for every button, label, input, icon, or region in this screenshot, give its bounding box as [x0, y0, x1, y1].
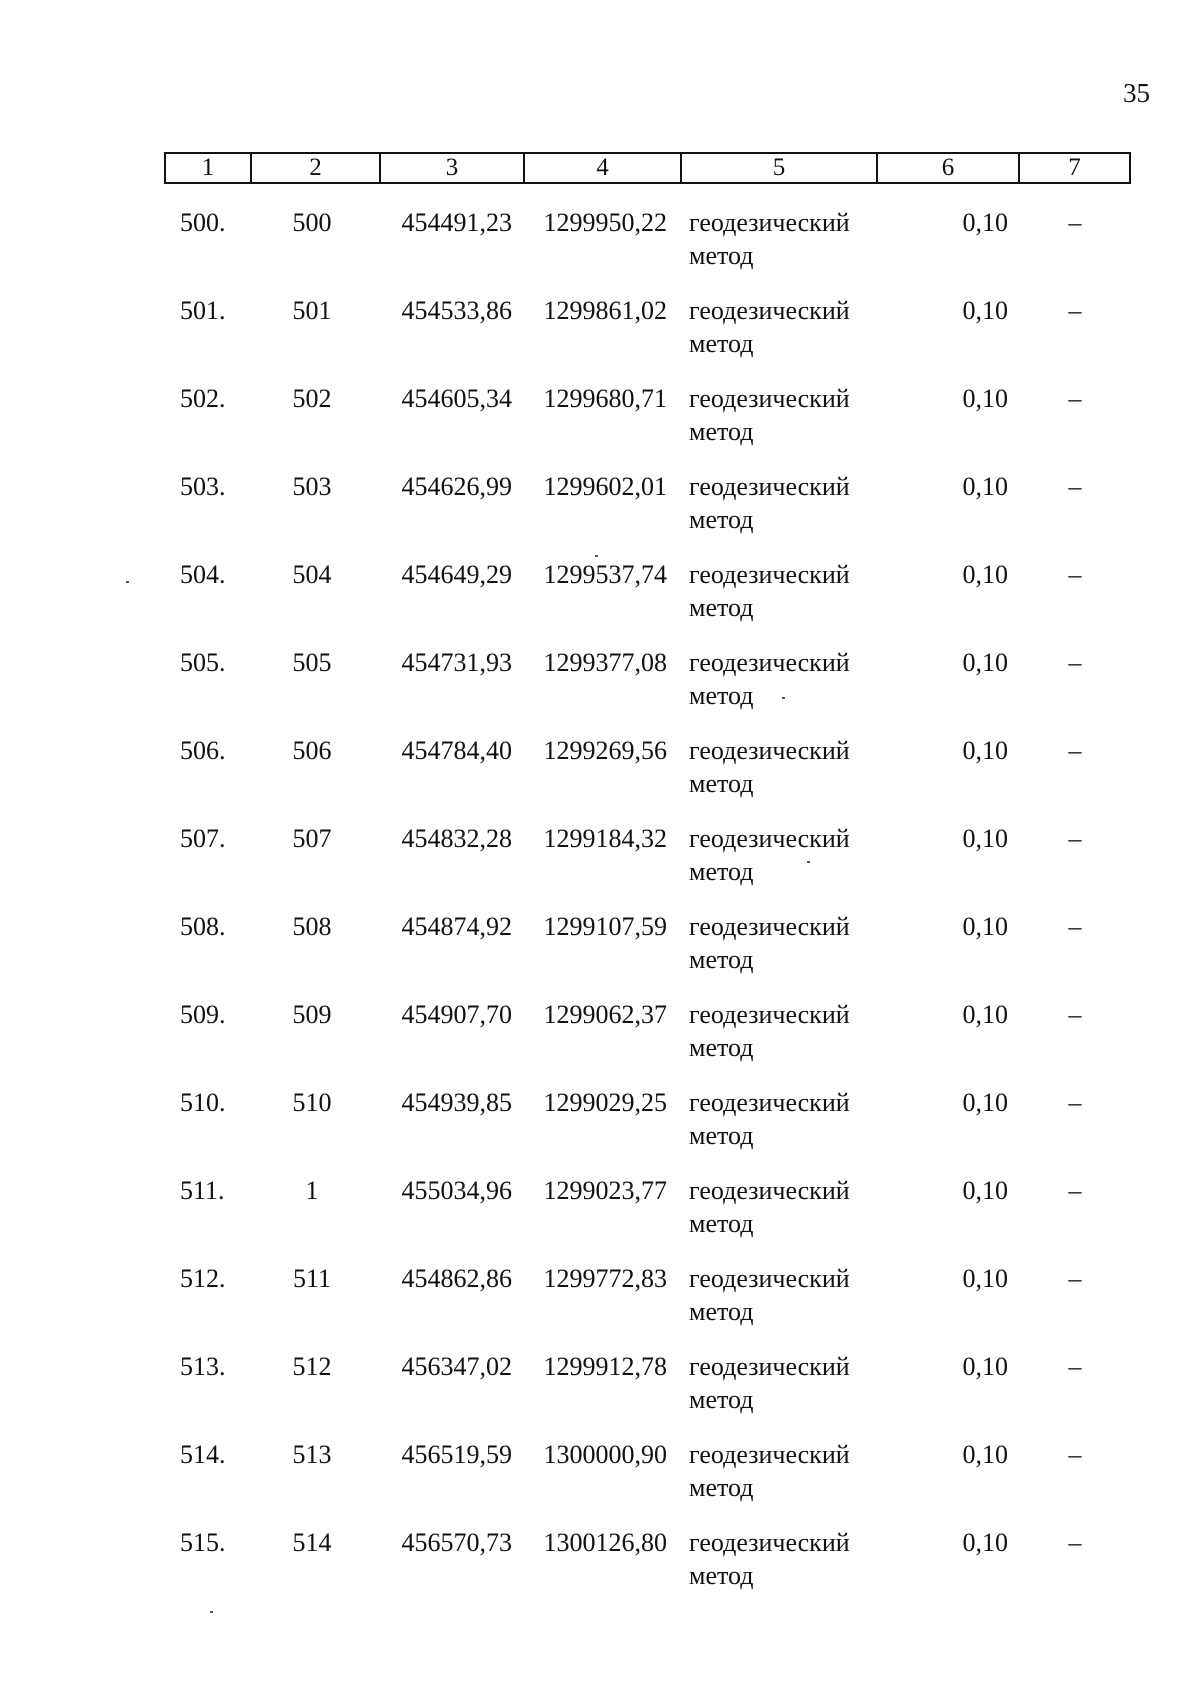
point-number: 500 — [292, 208, 332, 237]
method-line-1: геодезический — [689, 296, 850, 325]
header-cell: 2 — [252, 154, 381, 182]
header-cell: 5 — [682, 154, 878, 182]
note-dash: – — [1068, 912, 1082, 941]
method-line-1: геодезический — [689, 1088, 850, 1117]
method-line-2: метод — [689, 329, 754, 358]
point-number: 509 — [292, 1000, 332, 1029]
y-coordinate: 1299029,25 — [543, 1088, 667, 1117]
row-number: 509. — [180, 1000, 226, 1029]
scan-speck — [807, 861, 810, 863]
note-dash: – — [1068, 1528, 1082, 1557]
note-dash: – — [1068, 208, 1082, 237]
scan-speck — [126, 581, 129, 583]
method-line-2: метод — [689, 681, 754, 710]
note-dash: – — [1068, 736, 1082, 765]
y-coordinate: 1299107,59 — [543, 912, 667, 941]
method-line-1: геодезический — [689, 1528, 850, 1557]
table-row — [0, 1086, 1200, 1174]
y-coordinate: 1299184,32 — [543, 824, 667, 853]
note-dash: – — [1068, 1264, 1082, 1293]
method-line-2: метод — [689, 1473, 754, 1502]
table-row — [0, 294, 1200, 382]
accuracy-value: 0,10 — [962, 296, 1008, 325]
x-coordinate: 454605,34 — [401, 384, 512, 413]
x-coordinate: 454784,40 — [401, 736, 512, 765]
row-number: 504. — [180, 560, 226, 589]
table-row — [0, 382, 1200, 470]
x-coordinate: 454533,86 — [401, 296, 512, 325]
accuracy-value: 0,10 — [962, 1176, 1008, 1205]
table-row — [0, 1262, 1200, 1350]
accuracy-value: 0,10 — [962, 1528, 1008, 1557]
method-line-1: геодезический — [689, 824, 850, 853]
y-coordinate: 1300000,90 — [543, 1440, 667, 1469]
table-row — [0, 646, 1200, 734]
y-coordinate: 1299062,37 — [543, 1000, 667, 1029]
method-line-1: геодезический — [689, 736, 850, 765]
y-coordinate: 1299023,77 — [543, 1176, 667, 1205]
x-coordinate: 456347,02 — [401, 1352, 512, 1381]
table-row — [0, 558, 1200, 646]
method-line-1: геодезический — [689, 560, 850, 589]
accuracy-value: 0,10 — [962, 1440, 1008, 1469]
y-coordinate: 1299537,74 — [543, 560, 667, 589]
x-coordinate: 456570,73 — [401, 1528, 512, 1557]
accuracy-value: 0,10 — [962, 1352, 1008, 1381]
table-row — [0, 734, 1200, 822]
point-number: 514 — [292, 1528, 332, 1557]
note-dash: – — [1068, 472, 1082, 501]
header-cell: 7 — [1068, 154, 1081, 181]
x-coordinate: 454491,23 — [401, 208, 512, 237]
accuracy-value: 0,10 — [962, 648, 1008, 677]
method-line-1: геодезический — [689, 384, 850, 413]
point-number: 1 — [305, 1176, 319, 1205]
row-number: 500. — [180, 208, 226, 237]
table-row — [0, 206, 1200, 294]
table-row — [0, 822, 1200, 910]
method-line-1: геодезический — [689, 1352, 850, 1381]
x-coordinate: 454649,29 — [401, 560, 512, 589]
table-header — [164, 152, 1131, 184]
method-line-2: метод — [689, 945, 754, 974]
x-coordinate: 454626,99 — [401, 472, 512, 501]
note-dash: – — [1068, 384, 1082, 413]
row-number: 506. — [180, 736, 226, 765]
method-line-1: геодезический — [689, 472, 850, 501]
point-number: 508 — [292, 912, 332, 941]
y-coordinate: 1299377,08 — [543, 648, 667, 677]
x-coordinate: 454907,70 — [401, 1000, 512, 1029]
row-number: 513. — [180, 1352, 226, 1381]
note-dash: – — [1068, 560, 1082, 589]
scan-speck — [782, 697, 785, 699]
y-coordinate: 1299861,02 — [543, 296, 667, 325]
table-row — [0, 1438, 1200, 1526]
row-number: 507. — [180, 824, 226, 853]
method-line-2: метод — [689, 1209, 754, 1238]
accuracy-value: 0,10 — [962, 912, 1008, 941]
method-line-2: метод — [689, 417, 754, 446]
table-row — [0, 910, 1200, 998]
method-line-1: геодезический — [689, 1264, 850, 1293]
header-cell: 1 — [166, 154, 252, 182]
row-number: 510. — [180, 1088, 226, 1117]
method-line-1: геодезический — [689, 1440, 850, 1469]
point-number: 511 — [292, 1264, 332, 1293]
table-row — [0, 1526, 1200, 1614]
table-row — [0, 470, 1200, 558]
note-dash: – — [1068, 296, 1082, 325]
method-line-2: метод — [689, 1561, 754, 1590]
y-coordinate: 1299269,56 — [543, 736, 667, 765]
accuracy-value: 0,10 — [962, 384, 1008, 413]
accuracy-value: 0,10 — [962, 824, 1008, 853]
y-coordinate: 1299602,01 — [543, 472, 667, 501]
x-coordinate: 454832,28 — [401, 824, 512, 853]
point-number: 506 — [292, 736, 332, 765]
row-number: 505. — [180, 648, 226, 677]
x-coordinate: 454874,92 — [401, 912, 512, 941]
point-number: 507 — [292, 824, 332, 853]
point-number: 512 — [292, 1352, 332, 1381]
row-number: 512. — [180, 1264, 226, 1293]
note-dash: – — [1068, 1000, 1082, 1029]
accuracy-value: 0,10 — [962, 560, 1008, 589]
point-number: 502 — [292, 384, 332, 413]
note-dash: – — [1068, 648, 1082, 677]
x-coordinate: 455034,96 — [401, 1176, 512, 1205]
method-line-1: геодезический — [689, 648, 850, 677]
point-number: 513 — [292, 1440, 332, 1469]
note-dash: – — [1068, 1088, 1082, 1117]
accuracy-value: 0,10 — [962, 1000, 1008, 1029]
point-number: 503 — [292, 472, 332, 501]
table-row — [0, 1174, 1200, 1262]
page-number: 35 — [1123, 78, 1150, 108]
table-row — [0, 998, 1200, 1086]
table-row — [0, 1350, 1200, 1438]
y-coordinate: 1299680,71 — [543, 384, 667, 413]
method-line-2: метод — [689, 241, 754, 270]
point-number: 510 — [292, 1088, 332, 1117]
note-dash: – — [1068, 824, 1082, 853]
row-number: 503. — [180, 472, 226, 501]
method-line-2: метод — [689, 1385, 754, 1414]
point-number: 501 — [292, 296, 332, 325]
y-coordinate: 1300126,80 — [543, 1528, 667, 1557]
scan-speck — [210, 1611, 213, 1613]
method-line-2: метод — [689, 505, 754, 534]
method-line-1: геодезический — [689, 912, 850, 941]
point-number: 504 — [292, 560, 332, 589]
method-line-1: геодезический — [689, 1176, 850, 1205]
coordinates-table — [0, 206, 1200, 1614]
method-line-2: метод — [689, 769, 754, 798]
row-number: 508. — [180, 912, 226, 941]
y-coordinate: 1299912,78 — [543, 1352, 667, 1381]
row-number: 502. — [180, 384, 226, 413]
accuracy-value: 0,10 — [962, 736, 1008, 765]
x-coordinate: 456519,59 — [401, 1440, 512, 1469]
row-number: 511. — [180, 1176, 225, 1205]
scan-speck — [595, 555, 598, 557]
method-line-1: геодезический — [689, 208, 850, 237]
point-number: 505 — [292, 648, 332, 677]
accuracy-value: 0,10 — [962, 1088, 1008, 1117]
accuracy-value: 0,10 — [962, 208, 1008, 237]
x-coordinate: 454731,93 — [401, 648, 512, 677]
method-line-2: метод — [689, 1121, 754, 1150]
row-number: 501. — [180, 296, 226, 325]
accuracy-value: 0,10 — [962, 472, 1008, 501]
method-line-2: метод — [689, 1297, 754, 1326]
note-dash: – — [1068, 1440, 1082, 1469]
method-line-2: метод — [689, 1033, 754, 1062]
method-line-1: геодезический — [689, 1000, 850, 1029]
note-dash: – — [1068, 1352, 1082, 1381]
note-dash: – — [1068, 1176, 1082, 1205]
x-coordinate: 454862,86 — [401, 1264, 512, 1293]
accuracy-value: 0,10 — [962, 1264, 1008, 1293]
header-cell: 6 — [878, 154, 1020, 182]
y-coordinate: 1299950,22 — [543, 208, 667, 237]
method-line-2: метод — [689, 857, 754, 886]
header-cell: 3 — [381, 154, 525, 182]
method-line-2: метод — [689, 593, 754, 622]
row-number: 514. — [180, 1440, 226, 1469]
header-cell: 4 — [525, 154, 682, 182]
y-coordinate: 1299772,83 — [543, 1264, 667, 1293]
x-coordinate: 454939,85 — [401, 1088, 512, 1117]
row-number: 515. — [180, 1528, 226, 1557]
